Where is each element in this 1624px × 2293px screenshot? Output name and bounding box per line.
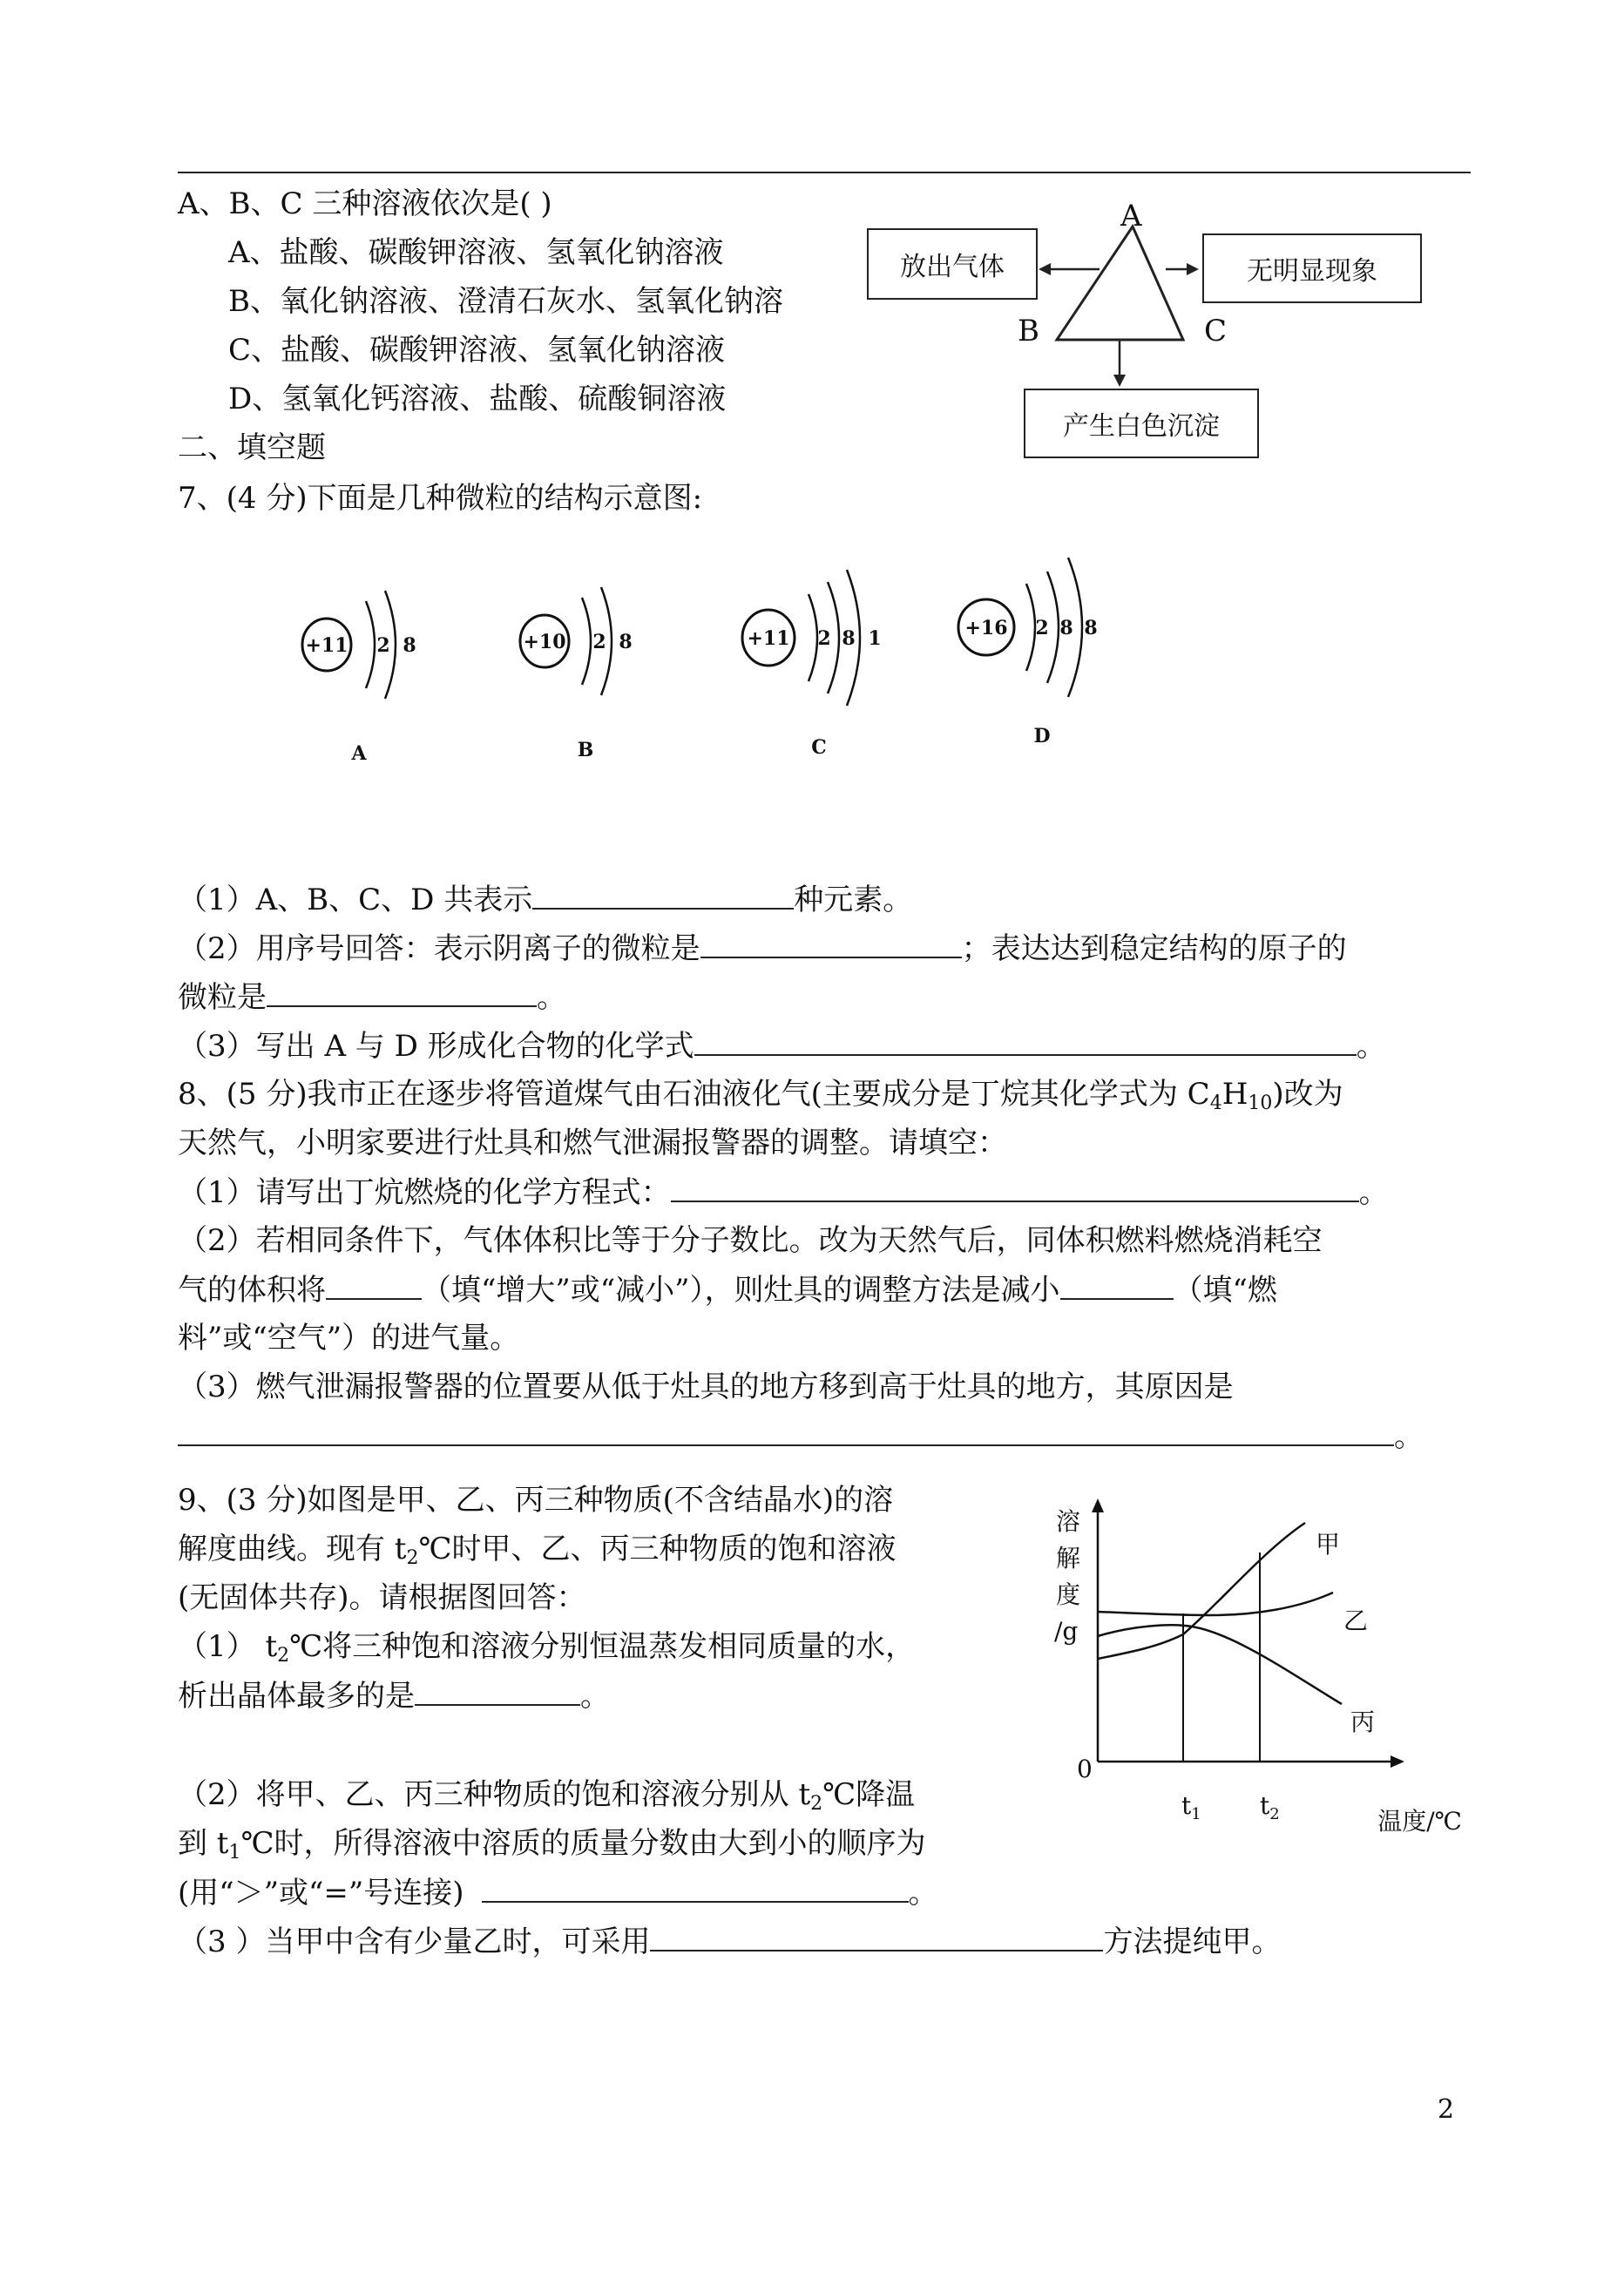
q8-sub-h: 10 (1248, 1092, 1273, 1114)
q6-stem: A、B、C 三种溶液依次是( ) (178, 186, 552, 221)
y-label-1: 溶 (1056, 1507, 1081, 1536)
q8-sub2-blank-volume[interactable] (326, 1272, 422, 1300)
q7-sub2-mid: ；表达达到稳定结构的原子的 (961, 931, 1347, 966)
particle-a-shell-2: 8 (403, 634, 416, 657)
q7-sub2-line2-text: 微粒是 (178, 980, 267, 1015)
x-axis-arrow-icon (1391, 1755, 1404, 1768)
solubility-curve-graph (1028, 1498, 1481, 1847)
q7-sub1-blank[interactable] (532, 882, 794, 910)
q7-sub2-text: （2）用序号回答：表示阴离子的微粒是 (178, 931, 700, 966)
particle-d (958, 558, 1098, 747)
curve-jia (1098, 1523, 1305, 1659)
q8-title (178, 1077, 1343, 1121)
q6-option-b: B、氧化钠溶液、澄清石灰水、氢氧化钠溶 (228, 284, 783, 319)
arrow-left-head (1039, 263, 1051, 275)
q9-sub2-a: （2）将甲、乙、丙三种物质的饱和溶液分别从 t (178, 1777, 811, 1812)
y-label-3: 度 (1056, 1580, 1081, 1609)
q9-sub2-line2 (178, 1826, 926, 1870)
particle-c-shell-3: 1 (868, 627, 882, 650)
particle-c-label: C (811, 736, 827, 759)
triangle-icon (1057, 227, 1183, 340)
q6-option-a: A、盐酸、碳酸钾溶液、氢氧化钠溶液 (228, 235, 724, 270)
y-label-4: /g (1054, 1617, 1079, 1646)
q8-sub3-line2 (178, 1418, 1424, 1454)
q9-line1: 9、(3 分)如图是甲、乙、丙三种物质(不含结晶水)的溶 (178, 1483, 894, 1518)
q8-sub2-text-c: （填“燃 (1173, 1273, 1277, 1308)
q8-sub2-text-b: （填“增大”或“减小”），则灶具的调整方法是减小 (422, 1273, 1060, 1308)
particle-d-nucleus: +16 (964, 617, 1008, 639)
q8-title-part1: 8、(5 分)我市正在逐步将管道煤气由石油液化气(主要成分是丁烷其化学式为 C (178, 1077, 1210, 1112)
q9-sub3-a: （3 ）当甲中含有少量乙时，可采用 (178, 1924, 651, 1959)
particle-c (742, 570, 882, 759)
particle-b-shell-2: 8 (619, 631, 633, 653)
y-label-2: 解 (1056, 1544, 1081, 1573)
q9-line2 (178, 1532, 897, 1576)
q7-title: 7、(4 分)下面是几种微粒的结构示意图: (178, 481, 703, 516)
q9-sub2-line2-sub: 1 (228, 1842, 241, 1863)
q8-sub-c: 4 (1209, 1092, 1222, 1114)
q9-sub1-line1 (178, 1629, 915, 1674)
q8-sub1-blank[interactable] (671, 1174, 1359, 1202)
section-title: 二、填空题 (178, 430, 326, 465)
page-number: 2 (1438, 2094, 1455, 2125)
curve-jia-label: 甲 (1316, 1530, 1341, 1559)
q7-sub3-end: 。 (1356, 1029, 1386, 1064)
q8-sub2-line2 (178, 1272, 1277, 1308)
q9-sub2-line2-b: ℃时，所得溶液中溶质的质量分数由大到小的顺序为 (240, 1826, 926, 1861)
q9-line3: (无固体共存)。请根据图回答： (178, 1580, 586, 1615)
arrow-down-head (1113, 375, 1126, 387)
particle-d-shell-1: 2 (1035, 617, 1049, 639)
vertex-c-label: C (1204, 314, 1228, 348)
q9-sub2-line2-a: 到 t (178, 1826, 229, 1861)
q9-line2-a: 解度曲线。现有 t (178, 1532, 407, 1566)
q7-sub2-end: 。 (537, 980, 566, 1015)
vertex-a-label: A (1120, 199, 1142, 233)
q9-sub2-sub: 2 (810, 1793, 823, 1815)
box-white-precipitate: 产生白色沉淀 (1024, 389, 1259, 458)
particle-b (520, 587, 633, 761)
q9-sub1-a: （1） t (178, 1629, 278, 1664)
q9-sub1-sub: 2 (277, 1645, 290, 1667)
q8-sub2-blank-intake[interactable] (1060, 1272, 1174, 1300)
q7-sub2-blank-stable[interactable] (267, 979, 537, 1007)
box-gas-released: 放出气体 (867, 228, 1038, 300)
q9-sub2-blank[interactable] (482, 1875, 909, 1903)
particle-b-label: B (577, 739, 594, 761)
curve-bing (1098, 1625, 1342, 1704)
q8-sub3-line1: （3）燃气泄漏报警器的位置要从低于灶具的地方移到高于灶具的地方，其原因是 (178, 1370, 1234, 1404)
q8-sub1-end: 。 (1358, 1175, 1389, 1210)
q9-sub2-line3-text: (用“＞”或“=”号连接) (178, 1876, 464, 1911)
particle-a-nucleus: +11 (305, 634, 348, 657)
particle-b-nucleus: +10 (523, 631, 566, 653)
particle-c-shell-2: 8 (842, 627, 856, 650)
particle-d-shell-3: 8 (1084, 617, 1098, 639)
origin-label: 0 (1077, 1755, 1093, 1783)
q7-sub3-blank[interactable] (694, 1028, 1357, 1056)
q7-sub1 (178, 882, 912, 917)
q9-sub2-end: 。 (908, 1876, 938, 1911)
particle-d-label: D (1033, 725, 1051, 747)
particle-c-shell-1: 2 (817, 627, 831, 650)
q7-sub2-line2 (178, 979, 566, 1015)
atomic-structure-diagrams (261, 540, 1176, 784)
q9-sub1-line2 (178, 1678, 610, 1714)
q9-sub1-end: 。 (580, 1679, 610, 1714)
q7-sub1-tail: 种元素。 (794, 883, 913, 917)
q9-line2-b: ℃时甲、乙、丙三种物质的饱和溶液 (418, 1532, 897, 1566)
q9-sub2-b: ℃降温 (822, 1777, 916, 1812)
q6-option-d: D、氢氧化钙溶液、盐酸、硫酸铜溶液 (228, 382, 727, 416)
q9-sub1-line2-text: 析出晶体最多的是 (178, 1679, 415, 1714)
particle-a (302, 591, 416, 765)
q9-sub1-b: ℃将三种饱和溶液分别恒温蒸发相同质量的水， (289, 1629, 916, 1664)
particle-b-shell-1: 2 (592, 631, 606, 653)
q8-line2: 天然气，小明家要进行灶具和燃气泄漏报警器的调整。请填空： (178, 1126, 1007, 1160)
q9-sub3-blank[interactable] (650, 1924, 1103, 1951)
q8-sub3-end: 。 (1394, 1419, 1424, 1454)
particle-a-label: A (351, 742, 367, 765)
q8-sub2-text-a: 气的体积将 (178, 1273, 326, 1308)
q8-sub1 (178, 1174, 1389, 1210)
particle-a-shell-1: 2 (376, 634, 390, 657)
q7-sub3-text: （3）写出 A 与 D 形成化合物的化学式 (178, 1029, 694, 1064)
q7-sub2-blank-anion[interactable] (700, 930, 962, 958)
q9-line2-sub: 2 (406, 1547, 419, 1569)
curve-bing-label: 丙 (1350, 1708, 1376, 1736)
q9-sub2-line1 (178, 1777, 915, 1822)
q8-sub1-text: （1）请写出丁炕燃烧的化学方程式： (178, 1175, 671, 1210)
q6-option-c: C、盐酸、碳酸钾溶液、氢氧化钠溶液 (228, 333, 726, 368)
q8-sub3-blank[interactable] (178, 1418, 1394, 1446)
triangle-arrows (0, 0, 1624, 488)
q8-h: H (1221, 1077, 1248, 1112)
t2-label: $t_2$ (1260, 1791, 1280, 1823)
q9-sub2-line3 (178, 1875, 938, 1911)
q9-sub1-blank[interactable] (415, 1678, 580, 1706)
curve-yi-label: 乙 (1343, 1606, 1369, 1635)
q8-sub2-line1: （2）若相同条件下，气体体积比等于分子数比。改为天然气后，同体积燃料燃烧消耗空 (178, 1223, 1323, 1258)
q7-sub1-text: （1）A、B、C、D 共表示 (178, 883, 533, 917)
q9-sub3-b: 方法提纯甲。 (1103, 1924, 1282, 1959)
q8-sub2-line3: 料”或“空气”）的进气量。 (178, 1321, 520, 1356)
arrow-right-head (1187, 263, 1199, 275)
x-label: 温度/℃ (1377, 1807, 1462, 1836)
q9-sub3 (178, 1924, 1281, 1959)
q7-sub3 (178, 1028, 1386, 1064)
y-axis-arrow-icon (1092, 1498, 1104, 1512)
box-no-visible-change: 无明显现象 (1202, 233, 1422, 303)
q7-sub2-line1 (178, 930, 1347, 966)
t1-label: $t_1$ (1181, 1791, 1201, 1823)
q8-title-part2: )改为 (1272, 1077, 1343, 1112)
vertex-b-label: B (1018, 314, 1039, 348)
particle-c-nucleus: +11 (747, 627, 790, 650)
particle-d-shell-2: 8 (1059, 617, 1073, 639)
